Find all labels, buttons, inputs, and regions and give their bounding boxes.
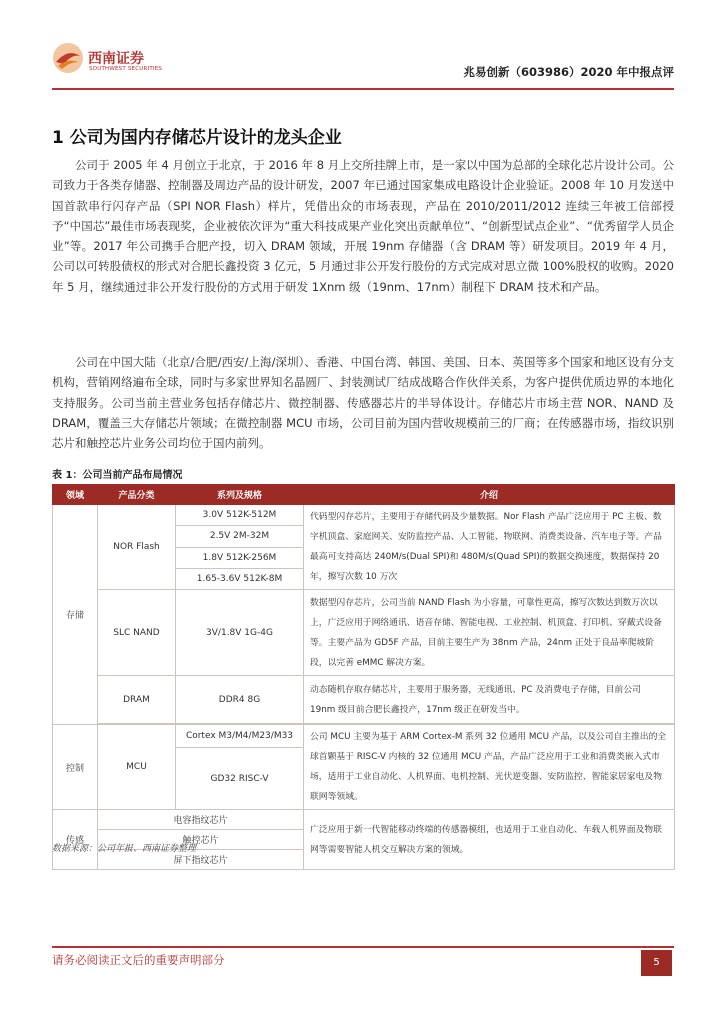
paragraph-business-overview: 公司在中国大陆（北京/合肥/西安/上海/深圳）、香港、中国台湾、韩国、美国、日本、英国等多个国家和地区设有分支机构，营销网络遍布全球，同时与多家世界知名晶圆厂、封装测试厂结成战略合作伙伴关系，为客户提供优质边界的本地化支持服务。公司当前主营业务包括存储芯片、微控制器、传感器芯片的半导体设计。存储芯片市场主营 NOR、NAND 及 DRAM，覆盖三大存储芯片领域；在微控制器 MCU 市场，公司目前为国内营收规模前三的厂商；在传感器市场，指纹识别芯片和触控芯片业务公司均位于国内前列。 <box>52 355 674 451</box>
field-sensor: 传感 <box>53 810 98 870</box>
page-header <box>52 36 674 88</box>
table-row <box>53 676 675 724</box>
field-storage: 存储 <box>53 505 98 725</box>
table-row <box>53 725 675 748</box>
spec-cell: 3V/1.8V 1G-4G <box>176 590 304 676</box>
spec-cell: GD32 RISC-V <box>176 748 304 810</box>
spec-cell: 2.5V 2M-32M <box>176 526 304 547</box>
report-title: 兆易创新（603986）2020 年中报点评 <box>463 65 674 79</box>
category-slc-nand: SLC NAND <box>98 590 176 676</box>
header-series: 系列及规格 <box>176 485 304 505</box>
table-header-row <box>53 485 675 505</box>
footer-divider <box>52 946 674 948</box>
spec-cell: 3.0V 512K-512M <box>176 505 304 526</box>
header-description: 介绍 <box>304 485 675 505</box>
page-number: 5 <box>641 950 672 976</box>
header-divider <box>52 88 674 90</box>
product-layout-table <box>52 484 675 870</box>
description-slc-nand: 数据型闪存芯片，公司当前 NAND Flash 为小容量，可靠性更高，擦写次数达到数万次以上，广泛应用于网络通讯、语音存储、智能电视、工业控制、机顶盒、打印机、穿戴式设备等。主要产品为 GD5F 产品，目前主要生产为 38nm 产品，24nm 正处于良品率爬坡阶段，以完善 eMMC 解决方案。 <box>304 590 675 676</box>
sensor-item: 屏下指纹芯片 <box>98 850 304 870</box>
description-dram: 动态随机存取存储芯片，主要用于服务器，无线通讯、PC 及消费电子存储，目前公司 19nm 级目前合肥长鑫投产，17nm 级正在研发当中。 <box>304 676 675 724</box>
table-caption: 表 1：公司当前产品布局情况 <box>52 470 183 481</box>
spec-cell: Cortex M3/M4/M23/M33 <box>176 725 304 748</box>
data-source-note: 数据来源：公司年报、西南证券整理 <box>52 844 197 854</box>
sensor-item: 触控芯片 <box>98 830 304 850</box>
category-mcu: MCU <box>98 725 176 810</box>
table-row <box>53 505 675 526</box>
spec-cell: 1.65-3.6V 512K-8M <box>176 568 304 589</box>
section-title: 1 公司为国内存储芯片设计的龙头企业 <box>52 128 342 148</box>
table-row <box>53 810 675 830</box>
header-field: 领域 <box>53 485 98 505</box>
footer-disclaimer: 请务必阅读正文后的重要声明部分 <box>52 953 225 967</box>
logo-name-en: SOUTHWEST SECURITIES <box>89 66 163 72</box>
table-row <box>53 590 675 676</box>
header-category: 产品分类 <box>98 485 176 505</box>
field-control: 控制 <box>53 725 98 810</box>
company-logo <box>52 42 182 78</box>
paragraph-company-intro: 公司于 2005 年 4 月创立于北京，于 2016 年 8 月上交所挂牌上市，是一家以中国为总部的全球化芯片设计公司。公司致力于各类存储器、控制器及周边产品的设计研发，2007 年已通过国家集成电路设计企业验证。2008 年 10 月发送中国首款串行闪存产品（SPI NOR Flash）样片，凭借出众的市场表现，产品在 2010/2011/2012 连续三年被工信部授予“中国芯”最佳市场表现奖，企业被依次评为“重大科技成果产业化突出贡献单位”、“创新型试点企业”、“优秀留学人员企业”等。2017 年公司携手合肥产投，切入 DRAM 领域，开展 19nm 存储器（含 DRAM 等）研发项目。2019 年 4 月，公司以可转股债权的形式对合肥长鑫投资 3 亿元，5 月通过非公开发行股份的方式完成对思立微 100%股权的收购。2020 年 5 月，继续通过非公开发行股份的方式用于研发 1Xnm 级（19nm、17nm）制程下 DRAM 技术和产品。 <box>52 158 674 294</box>
logo-emblem-icon <box>52 42 84 74</box>
description-sensor: 广泛应用于新一代智能移动终端的传感器模组，也适用于工业自动化、车载人机界面及物联网等需要智能人机交互解决方案的领域。 <box>304 810 675 870</box>
category-nor-flash: NOR Flash <box>98 505 176 590</box>
description-nor-flash: 代码型闪存芯片，主要用于存储代码及少量数据。Nor Flash 产品广泛应用于 PC 主板、数字机顶盒、家庭网关、安防监控产品、人工智能、物联网、消费类设备、汽车电子等。产品最高可支持高达 240M/s(Dual SPI)和 480M/s(Quad SPI)的数据交换速度，数据保持 20 年，擦写次数 10 万次 <box>304 505 675 590</box>
logo-name-cn: 西南证券 <box>88 51 144 67</box>
spec-cell: DDR4 8G <box>176 676 304 724</box>
spec-cell: 1.8V 512K-256M <box>176 547 304 568</box>
description-mcu: 公司 MCU 主要为基于 ARM Cortex-M 系列 32 位通用 MCU 产品，以及公司自主推出的全球首颗基于 RISC-V 内核的 32 位通用 MCU 产品，产品广泛应用于工业和消费类嵌入式市场，适用于工业自动化、人机界面、电机控制、光伏逆变器、安防监控、智能家居家电及物联网等领域。 <box>304 725 675 810</box>
sensor-item: 电容指纹芯片 <box>98 810 304 830</box>
category-dram: DRAM <box>98 676 176 724</box>
